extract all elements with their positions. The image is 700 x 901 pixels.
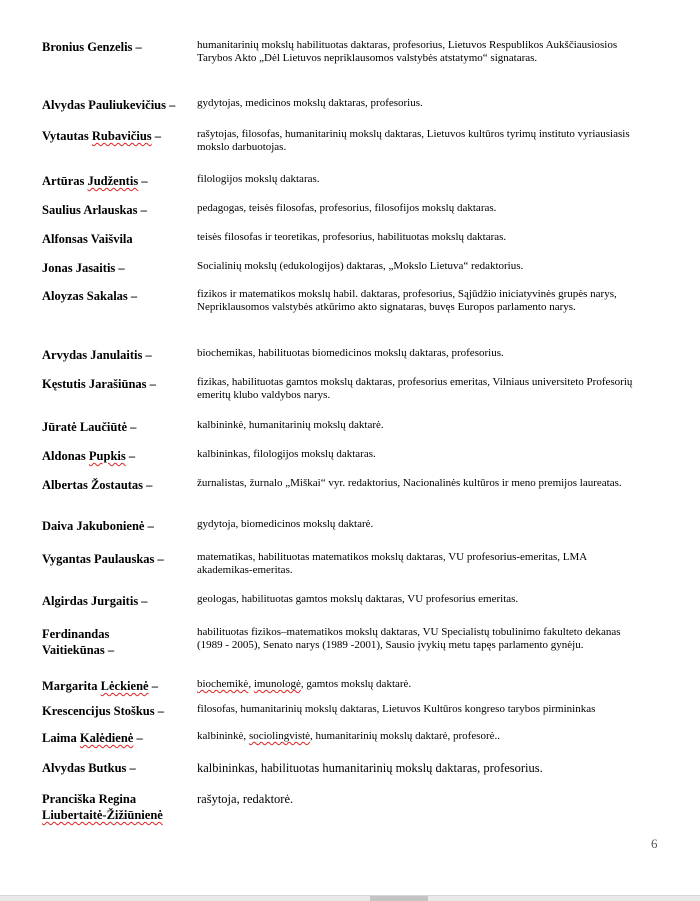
person-name xyxy=(42,173,192,189)
spellcheck-flagged-word: Liubertaitė-Žižiūnienė xyxy=(42,808,163,822)
page-number: 6 xyxy=(651,836,658,851)
spellcheck-flagged-word: biochemikė xyxy=(197,678,249,690)
name-text: – xyxy=(148,679,158,693)
name-text: – xyxy=(125,449,136,463)
person-description: žurnalistas, žurnalo „Miškai“ vyr. redaktorius, Nacionalinės kultūros ir meno premijos laureatas. xyxy=(197,477,622,489)
name-text: – xyxy=(138,174,148,188)
person-description: biochemikas, habilituotas biomedicinos mokslų daktaras, profesorius. xyxy=(197,347,504,359)
person-description: fizikos ir matematikos mokslų habil. daktaras, profesorius, Sąjūdžio iniciatyvinės grupės narys, Nepriklausomos valstybės atkūrimo akto signataras, buvęs Europos parlamento narys. xyxy=(197,288,617,313)
spellcheck-flagged-word: Kalėdienė xyxy=(79,731,134,745)
person-name: Arvydas Janulaitis – xyxy=(42,348,152,362)
spellcheck-flagged-word: Lėckienė xyxy=(100,679,149,693)
name-text: Vytautas xyxy=(42,129,92,143)
spellcheck-flagged-word: sociolingvistė xyxy=(248,730,311,742)
description-text: , xyxy=(248,678,254,690)
name-text: Pranciška Regina xyxy=(42,792,137,806)
person-description: geologas, habilituotas gamtos mokslų daktaras, VU profesorius emeritas. xyxy=(197,593,519,605)
person-description: kalbininkas, habilituotas humanitarinių mokslų daktaras, profesorius. xyxy=(197,761,543,775)
name-text: Aldonas xyxy=(42,449,89,463)
spellcheck-flagged-word: Pupkis xyxy=(88,449,126,463)
person-name: Jonas Jasaitis – xyxy=(42,261,125,275)
person-description: rašytojas, filosofas, humanitarinių mokslų daktaras, Lietuvos kultūros tyrimų instituto vyriausiasis mokslo darbuotojas. xyxy=(197,128,630,153)
person-description: teisės filosofas ir teoretikas, profesorius, habilituotas mokslų daktaras. xyxy=(197,231,507,243)
person-description: kalbininkas, filologijos mokslų daktaras. xyxy=(197,448,376,460)
person-name: Alvydas Pauliukevičius – xyxy=(42,98,176,112)
spellcheck-flagged-word: Rubavičius xyxy=(91,129,152,143)
person-name: Jūratė Laučiūtė – xyxy=(42,420,137,434)
person-name: Vygantas Paulauskas – xyxy=(42,552,164,566)
person-name: Alfonsas Vaišvila xyxy=(42,232,133,246)
person-name: Alvydas Butkus – xyxy=(42,761,136,775)
name-text: – xyxy=(151,129,162,143)
person-name: Albertas Žostautas – xyxy=(42,478,153,492)
person-description xyxy=(197,678,637,691)
person-name xyxy=(42,448,192,464)
person-description: filologijos mokslų daktaras. xyxy=(197,173,320,185)
person-description: gydytojas, medicinos mokslų daktaras, profesorius. xyxy=(197,97,423,109)
person-description: Socialinių mokslų (edukologijos) daktaras, „Mokslo Lietuva“ redaktorius. xyxy=(197,260,524,272)
name-text: Artūras xyxy=(42,174,88,188)
person-name: Bronius Genzelis – xyxy=(42,40,142,54)
person-name: Ferdinandas Vaitiekūnas – xyxy=(42,627,115,657)
person-name xyxy=(42,128,192,144)
name-text: Margarita xyxy=(42,679,101,693)
person-description: habilituotas fizikos–matematikos mokslų daktaras, VU Specialistų tobulinimo fakulteto dekanas (1989 - 2005), Senato narys (1989 -2001), Sausio įvykių metu tapęs parlamento gynėju. xyxy=(197,626,621,651)
person-description: matematikas, habilituotas matematikos mokslų daktaras, VU profesorius-emeritas, LMA akademikas-emeritas. xyxy=(197,551,587,576)
person-description: humanitarinių mokslų habilituotas daktaras, profesorius, Lietuvos Respublikos Aukščiausiosios Tarybos Akto „Dėl Lietuvos nepriklausomos valstybės atstatymo“ signataras. xyxy=(197,39,618,64)
scrollbar-thumb[interactable] xyxy=(370,896,428,901)
person-description: pedagogas, teisės filosofas, profesorius, filosofijos mokslų daktaras. xyxy=(197,202,497,214)
person-description: fizikas, habilituotas gamtos mokslų daktaras, profesorius emeritas, Vilniaus universiteto Profesorių emeritų klubo valdybos narys. xyxy=(197,376,633,401)
person-name: Algirdas Jurgaitis – xyxy=(42,594,148,608)
name-text: – xyxy=(133,731,143,745)
description-text: , humanitarinių mokslų daktarė, profesorė.. xyxy=(310,730,501,742)
person-name: Daiva Jakubonienė – xyxy=(42,519,154,533)
person-name: Saulius Arlauskas – xyxy=(42,203,147,217)
person-description: gydytoja, biomedicinos mokslų daktarė. xyxy=(197,518,374,530)
person-name: Krescencijus Stoškus – xyxy=(42,704,165,718)
horizontal-scrollbar[interactable] xyxy=(0,895,700,901)
person-name xyxy=(42,791,187,823)
person-description: rašytoja, redaktorė. xyxy=(197,792,294,806)
description-text: , gamtos mokslų daktarė. xyxy=(300,678,412,690)
description-text: kalbininkė, xyxy=(197,730,249,742)
spellcheck-flagged-word: imunologė xyxy=(253,678,301,690)
person-name: Kęstutis Jarašiūnas – xyxy=(42,377,156,391)
person-description: filosofas, humanitarinių mokslų daktaras, Lietuvos Kultūros kongreso tarybos pirmininkas xyxy=(197,703,596,715)
person-name xyxy=(42,678,192,694)
name-text: Laima xyxy=(42,731,80,745)
person-description xyxy=(197,730,637,743)
person-name xyxy=(42,730,192,746)
person-name: Aloyzas Sakalas – xyxy=(42,289,138,303)
person-description: kalbininkė, humanitarinių mokslų daktarė. xyxy=(197,419,384,431)
spellcheck-flagged-word: Judžentis xyxy=(87,174,139,188)
